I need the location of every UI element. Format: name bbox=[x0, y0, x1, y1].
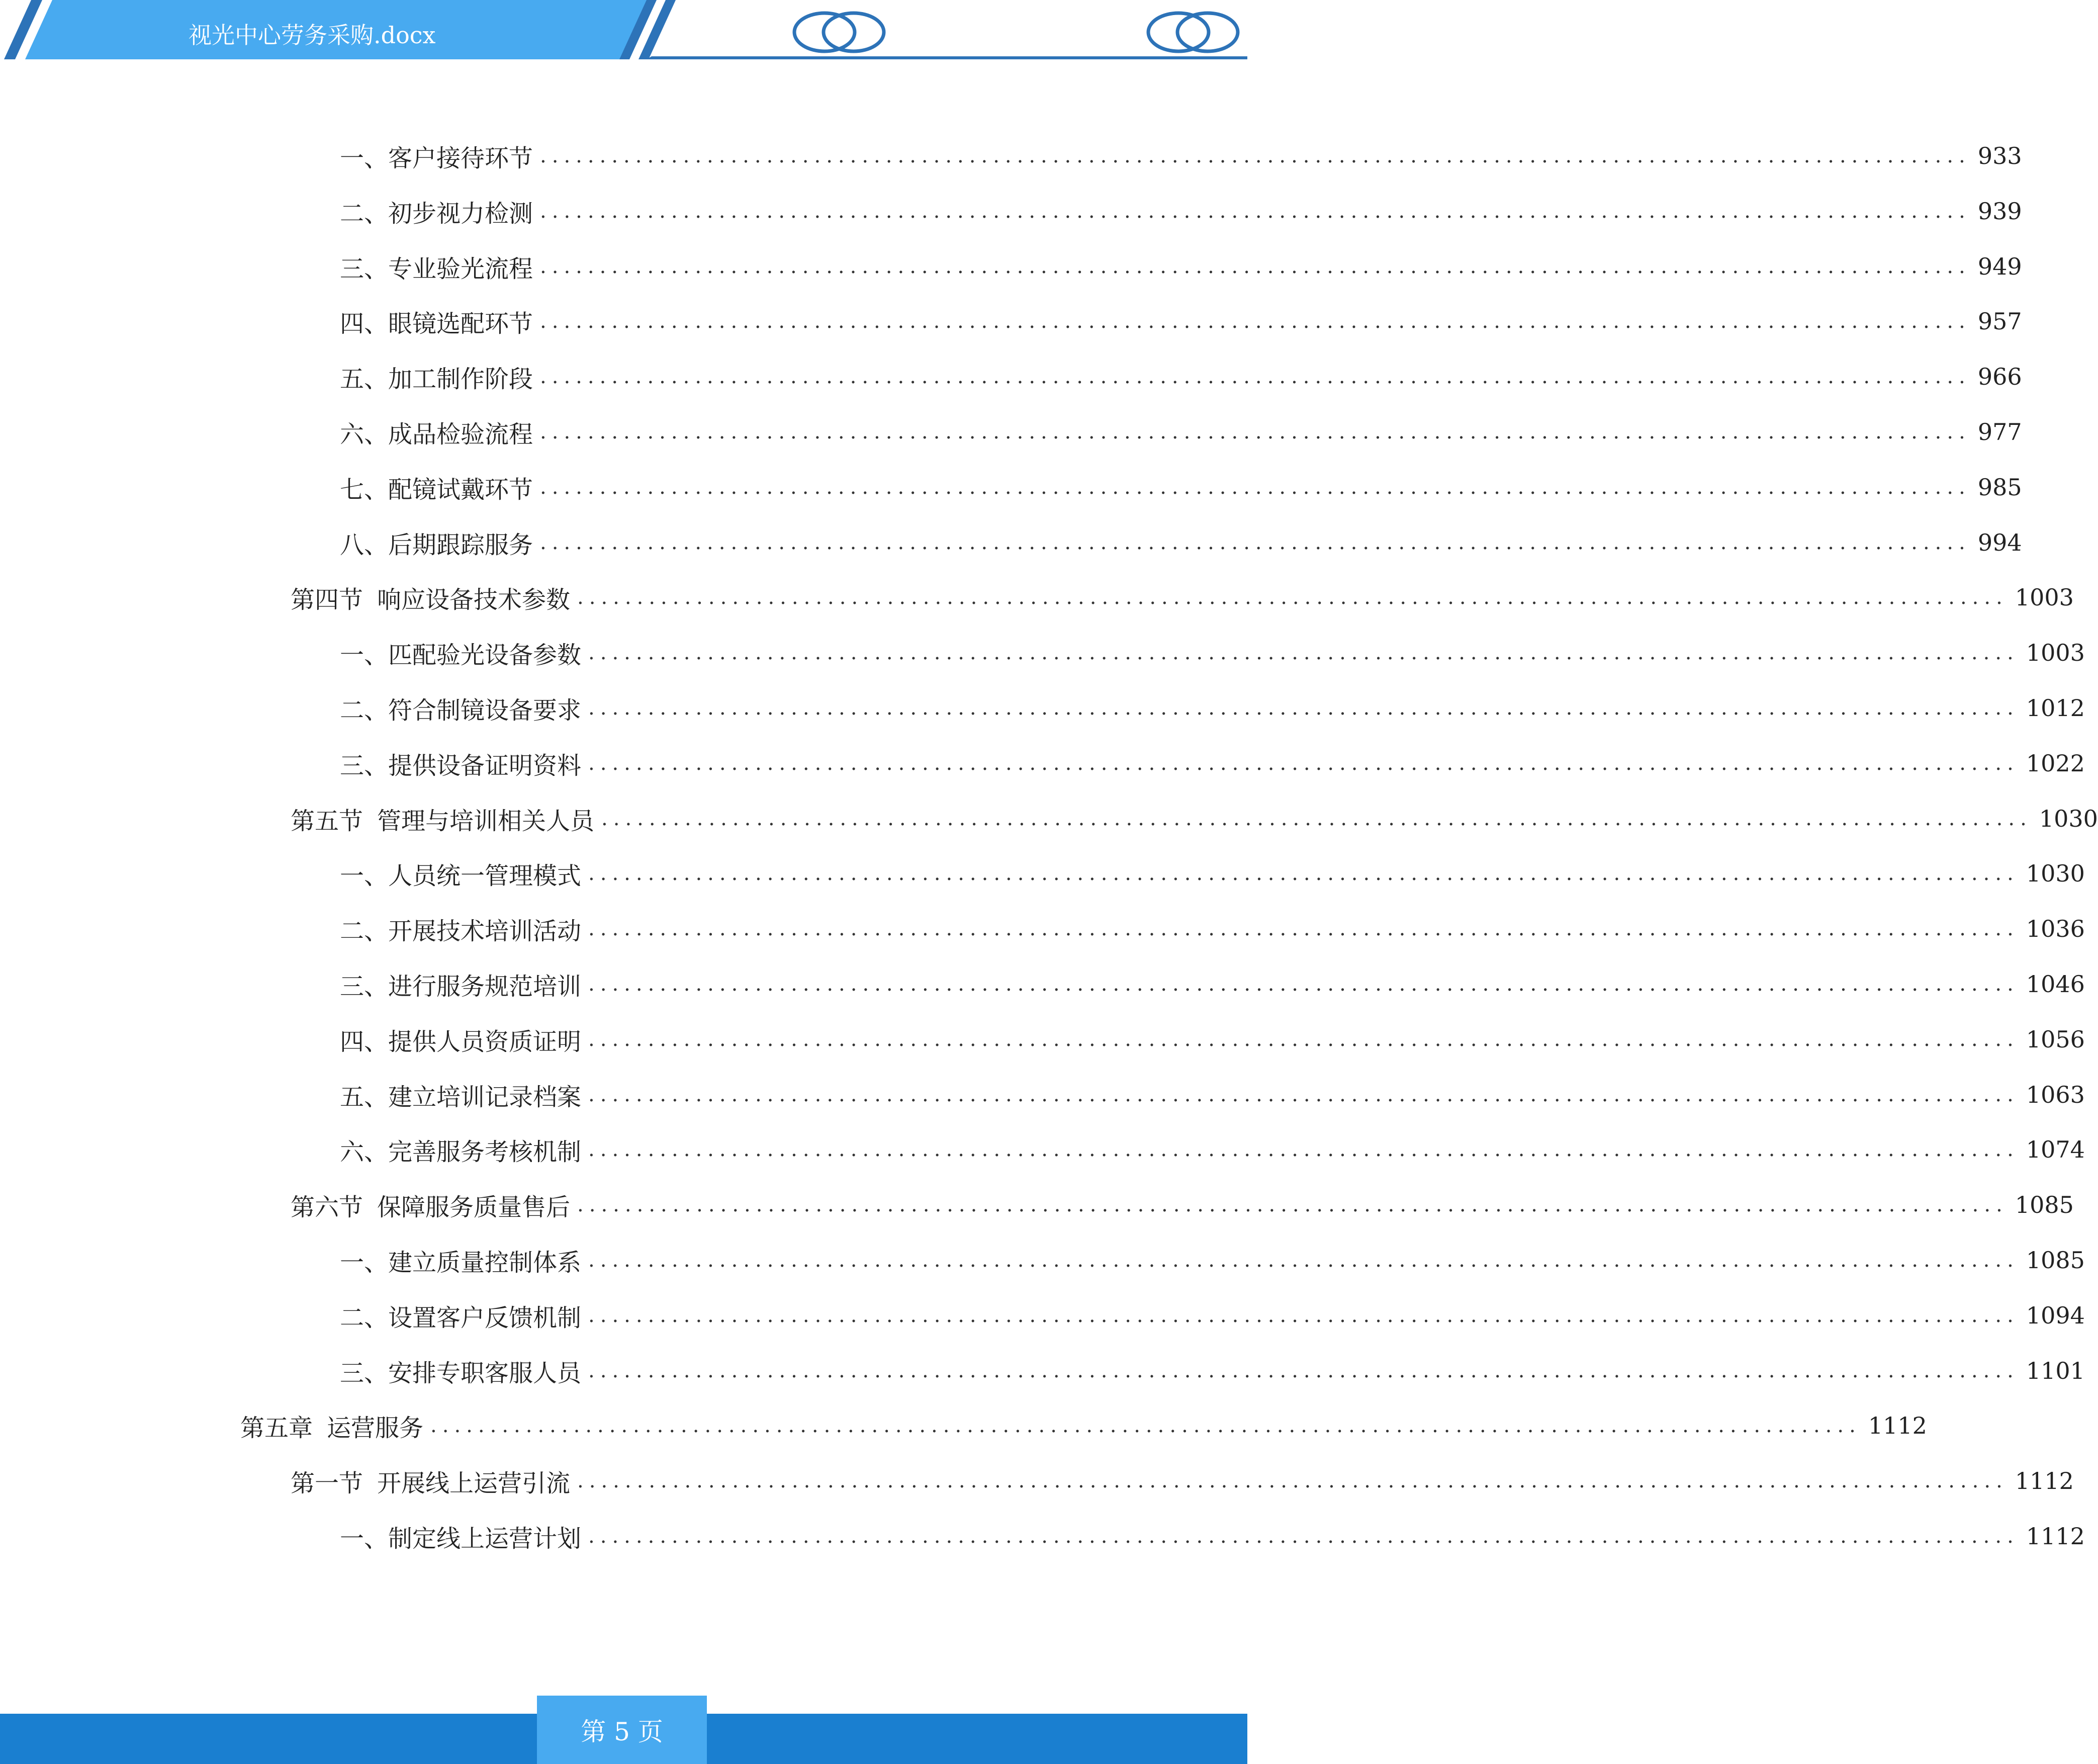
toc-entry-page: 1003 bbox=[2015, 584, 2074, 611]
toc-entry[interactable] bbox=[340, 246, 2022, 287]
toc-entry-number: 一、 bbox=[340, 144, 389, 172]
toc-entry-number: 八、 bbox=[340, 531, 389, 559]
toc-entry-number: 二、 bbox=[340, 199, 389, 228]
toc-leader-dots: ........................................................................................................................ bbox=[577, 586, 2008, 609]
toc-leader-dots: ........................................................................................................................ bbox=[577, 1193, 2008, 1216]
toc-leader-dots: ........................................................................................................................ bbox=[540, 531, 1971, 554]
toc-entry-number: 一、 bbox=[340, 1248, 389, 1277]
toc-leader-dots: ........................................................................................................................ bbox=[588, 1083, 2019, 1106]
toc-entry-page: 1063 bbox=[2026, 1081, 2085, 1108]
toc-entry-page: 977 bbox=[1977, 418, 2022, 446]
toc-entry-number: 五、 bbox=[340, 1083, 389, 1111]
toc-leader-dots: ........................................................................................................................ bbox=[588, 641, 2019, 664]
page-number-box bbox=[537, 1696, 707, 1764]
toc-entry-title: 初步视力检测 bbox=[388, 199, 533, 228]
toc-entry[interactable] bbox=[340, 1129, 2085, 1170]
toc-entry-title: 响应设备技术参数 bbox=[377, 585, 571, 614]
toc-entry[interactable] bbox=[340, 1295, 2085, 1336]
toc-entry[interactable] bbox=[340, 1019, 2085, 1060]
toc-entry-title: 开展线上运营引流 bbox=[377, 1469, 571, 1497]
toc-entry-number: 二、 bbox=[340, 917, 389, 945]
toc-leader-dots: ........................................................................................................................ bbox=[588, 1525, 2019, 1548]
toc-entry-title: 客户接待环节 bbox=[388, 144, 533, 172]
toc-entry[interactable] bbox=[291, 577, 2074, 618]
toc-entry[interactable] bbox=[340, 357, 2022, 397]
toc-leader-dots: ........................................................................................................................ bbox=[540, 420, 1971, 444]
toc-leader-dots: ........................................................................................................................ bbox=[430, 1414, 1861, 1437]
toc-leader-dots: ........................................................................................................................ bbox=[601, 807, 2032, 830]
toc-entry-title: 配镜试戴环节 bbox=[388, 475, 533, 504]
toc-leader-dots: ........................................................................................................................ bbox=[588, 1138, 2019, 1161]
toc-entry-number: 二、 bbox=[340, 1303, 389, 1332]
toc-entry-title: 提供人员资质证明 bbox=[388, 1027, 582, 1056]
toc-entry[interactable] bbox=[340, 301, 2022, 341]
toc-entry[interactable] bbox=[340, 964, 2085, 1004]
toc-entry-number: 第五章 bbox=[240, 1414, 313, 1442]
toc-entry-page: 1030 bbox=[2039, 805, 2098, 832]
toc-entry-title: 建立培训记录档案 bbox=[388, 1083, 582, 1111]
toc-leader-dots: ........................................................................................................................ bbox=[540, 365, 1971, 388]
toc-entry[interactable] bbox=[340, 909, 2085, 949]
toc-entry-page: 1036 bbox=[2026, 915, 2085, 942]
toc-entry-page: 949 bbox=[1977, 253, 2022, 280]
toc-entry-title: 制定线上运营计划 bbox=[388, 1524, 582, 1553]
toc-entry-page: 1056 bbox=[2026, 1026, 2085, 1053]
toc-entry-number: 七、 bbox=[340, 475, 389, 504]
toc-entry[interactable] bbox=[340, 633, 2085, 673]
toc-entry-title: 符合制镜设备要求 bbox=[388, 696, 582, 725]
toc-entry-title: 眼镜选配环节 bbox=[388, 309, 533, 338]
toc-entry[interactable] bbox=[340, 743, 2085, 783]
toc-entry-number: 五、 bbox=[340, 365, 389, 393]
toc-entry-number: 四、 bbox=[340, 309, 389, 338]
toc-entry[interactable] bbox=[340, 1240, 2085, 1280]
toc-entry-page: 1085 bbox=[2026, 1247, 2085, 1274]
toc-entry-page: 933 bbox=[1977, 142, 2022, 169]
toc-entry-page: 1022 bbox=[2026, 750, 2085, 777]
toc-leader-dots: ........................................................................................................................ bbox=[588, 1304, 2019, 1327]
toc-entry[interactable] bbox=[240, 1405, 1927, 1446]
toc-entry-number: 第四节 bbox=[291, 585, 363, 614]
toc-entry-title: 提供设备证明资料 bbox=[388, 751, 582, 780]
toc-leader-dots: ........................................................................................................................ bbox=[588, 917, 2019, 940]
toc-entry-title: 管理与培训相关人员 bbox=[377, 807, 595, 835]
toc-leader-dots: ........................................................................................................................ bbox=[540, 310, 1971, 333]
toc-entry-title: 建立质量控制体系 bbox=[388, 1248, 582, 1277]
toc-entry-number: 三、 bbox=[340, 751, 389, 780]
toc-leader-dots: ........................................................................................................................ bbox=[588, 752, 2019, 775]
toc-entry-page: 1101 bbox=[2026, 1357, 2085, 1384]
toc-entry-title: 加工制作阶段 bbox=[388, 365, 533, 393]
toc-entry-number: 第五节 bbox=[291, 807, 363, 835]
toc-entry[interactable] bbox=[291, 799, 2098, 839]
toc-entry-title: 进行服务规范培训 bbox=[388, 972, 582, 1001]
toc-entry[interactable] bbox=[340, 1351, 2085, 1391]
toc-entry-number: 一、 bbox=[340, 641, 389, 669]
toc-entry-number: 三、 bbox=[340, 254, 389, 283]
page-header bbox=[0, 0, 1247, 65]
toc-entry-number: 第六节 bbox=[291, 1193, 363, 1221]
toc-leader-dots: ........................................................................................................................ bbox=[540, 255, 1971, 278]
toc-entry-title: 设置客户反馈机制 bbox=[388, 1303, 582, 1332]
toc-entry[interactable] bbox=[340, 1516, 2085, 1556]
toc-entry-page: 1094 bbox=[2026, 1302, 2085, 1329]
toc-entry-page: 994 bbox=[1977, 529, 2022, 556]
toc-entry-title: 安排专职客服人员 bbox=[388, 1359, 582, 1387]
toc-entry-number: 六、 bbox=[340, 420, 389, 449]
toc-entry-page: 939 bbox=[1977, 198, 2022, 225]
toc-entry-title: 成品检验流程 bbox=[388, 420, 533, 449]
toc-entry-page: 1112 bbox=[2026, 1523, 2085, 1550]
toc-entry[interactable] bbox=[340, 412, 2022, 452]
toc-entry[interactable] bbox=[291, 1185, 2074, 1225]
toc-entry-title: 运营服务 bbox=[327, 1414, 424, 1442]
toc-entry-title: 专业验光流程 bbox=[388, 254, 533, 283]
toc-entry[interactable] bbox=[340, 853, 2085, 894]
toc-entry-page: 1012 bbox=[2026, 694, 2085, 722]
toc-entry-number: 四、 bbox=[340, 1027, 389, 1056]
toc-leader-dots: ........................................................................................................................ bbox=[588, 1249, 2019, 1272]
toc-leader-dots: ........................................................................................................................ bbox=[540, 476, 1971, 499]
toc-leader-dots: ........................................................................................................................ bbox=[588, 1028, 2019, 1051]
toc-entry-page: 1046 bbox=[2026, 971, 2085, 998]
toc-leader-dots: ........................................................................................................................ bbox=[577, 1469, 2008, 1492]
toc-entry-page: 966 bbox=[1977, 363, 2022, 390]
toc-entry-number: 六、 bbox=[340, 1137, 389, 1166]
toc-entry[interactable] bbox=[340, 522, 2022, 563]
toc-entry-title: 匹配验光设备参数 bbox=[388, 641, 582, 669]
toc-entry-page: 985 bbox=[1977, 474, 2022, 501]
toc-leader-dots: ........................................................................................................................ bbox=[588, 1359, 2019, 1382]
toc-leader-dots: ........................................................................................................................ bbox=[588, 696, 2019, 720]
toc-leader-dots: ........................................................................................................................ bbox=[540, 200, 1971, 223]
toc-entry-page: 1003 bbox=[2026, 639, 2085, 666]
toc-entry-title: 开展技术培训活动 bbox=[388, 917, 582, 945]
toc-entry-title: 人员统一管理模式 bbox=[388, 861, 582, 890]
toc-entry-page: 1112 bbox=[1868, 1412, 1927, 1439]
toc-entry[interactable] bbox=[340, 191, 2022, 231]
toc-entry[interactable] bbox=[340, 688, 2085, 728]
document-title: 视光中心劳务采购.docx bbox=[189, 22, 436, 49]
toc-entry-number: 三、 bbox=[340, 1359, 389, 1387]
header-decoration bbox=[0, 0, 1247, 65]
toc-entry-number: 三、 bbox=[340, 972, 389, 1001]
toc-entry-title: 保障服务质量售后 bbox=[377, 1193, 571, 1221]
toc-entry-number: 第一节 bbox=[291, 1469, 363, 1497]
toc-entry-title: 完善服务考核机制 bbox=[388, 1137, 582, 1166]
toc-entry[interactable] bbox=[340, 136, 2022, 176]
toc-entry-number: 二、 bbox=[340, 696, 389, 725]
toc-entry[interactable] bbox=[340, 467, 2022, 507]
toc-entry-page: 1112 bbox=[2015, 1467, 2074, 1494]
toc-entry-title: 后期跟踪服务 bbox=[388, 531, 533, 559]
toc-entry[interactable] bbox=[340, 1075, 2085, 1115]
toc-entry-page: 1085 bbox=[2015, 1191, 2074, 1218]
toc-leader-dots: ........................................................................................................................ bbox=[588, 973, 2019, 996]
toc-entry[interactable] bbox=[291, 1461, 2074, 1501]
toc-leader-dots: ........................................................................................................................ bbox=[540, 144, 1971, 167]
toc-leader-dots: ........................................................................................................................ bbox=[588, 862, 2019, 885]
toc-entry-page: 1030 bbox=[2026, 860, 2085, 887]
toc-entry-number: 一、 bbox=[340, 861, 389, 890]
page-number: 第 5 页 bbox=[581, 1717, 663, 1746]
toc-entry-page: 957 bbox=[1977, 308, 2022, 335]
toc-entry-page: 1074 bbox=[2026, 1136, 2085, 1163]
toc-entry-number: 一、 bbox=[340, 1524, 389, 1553]
